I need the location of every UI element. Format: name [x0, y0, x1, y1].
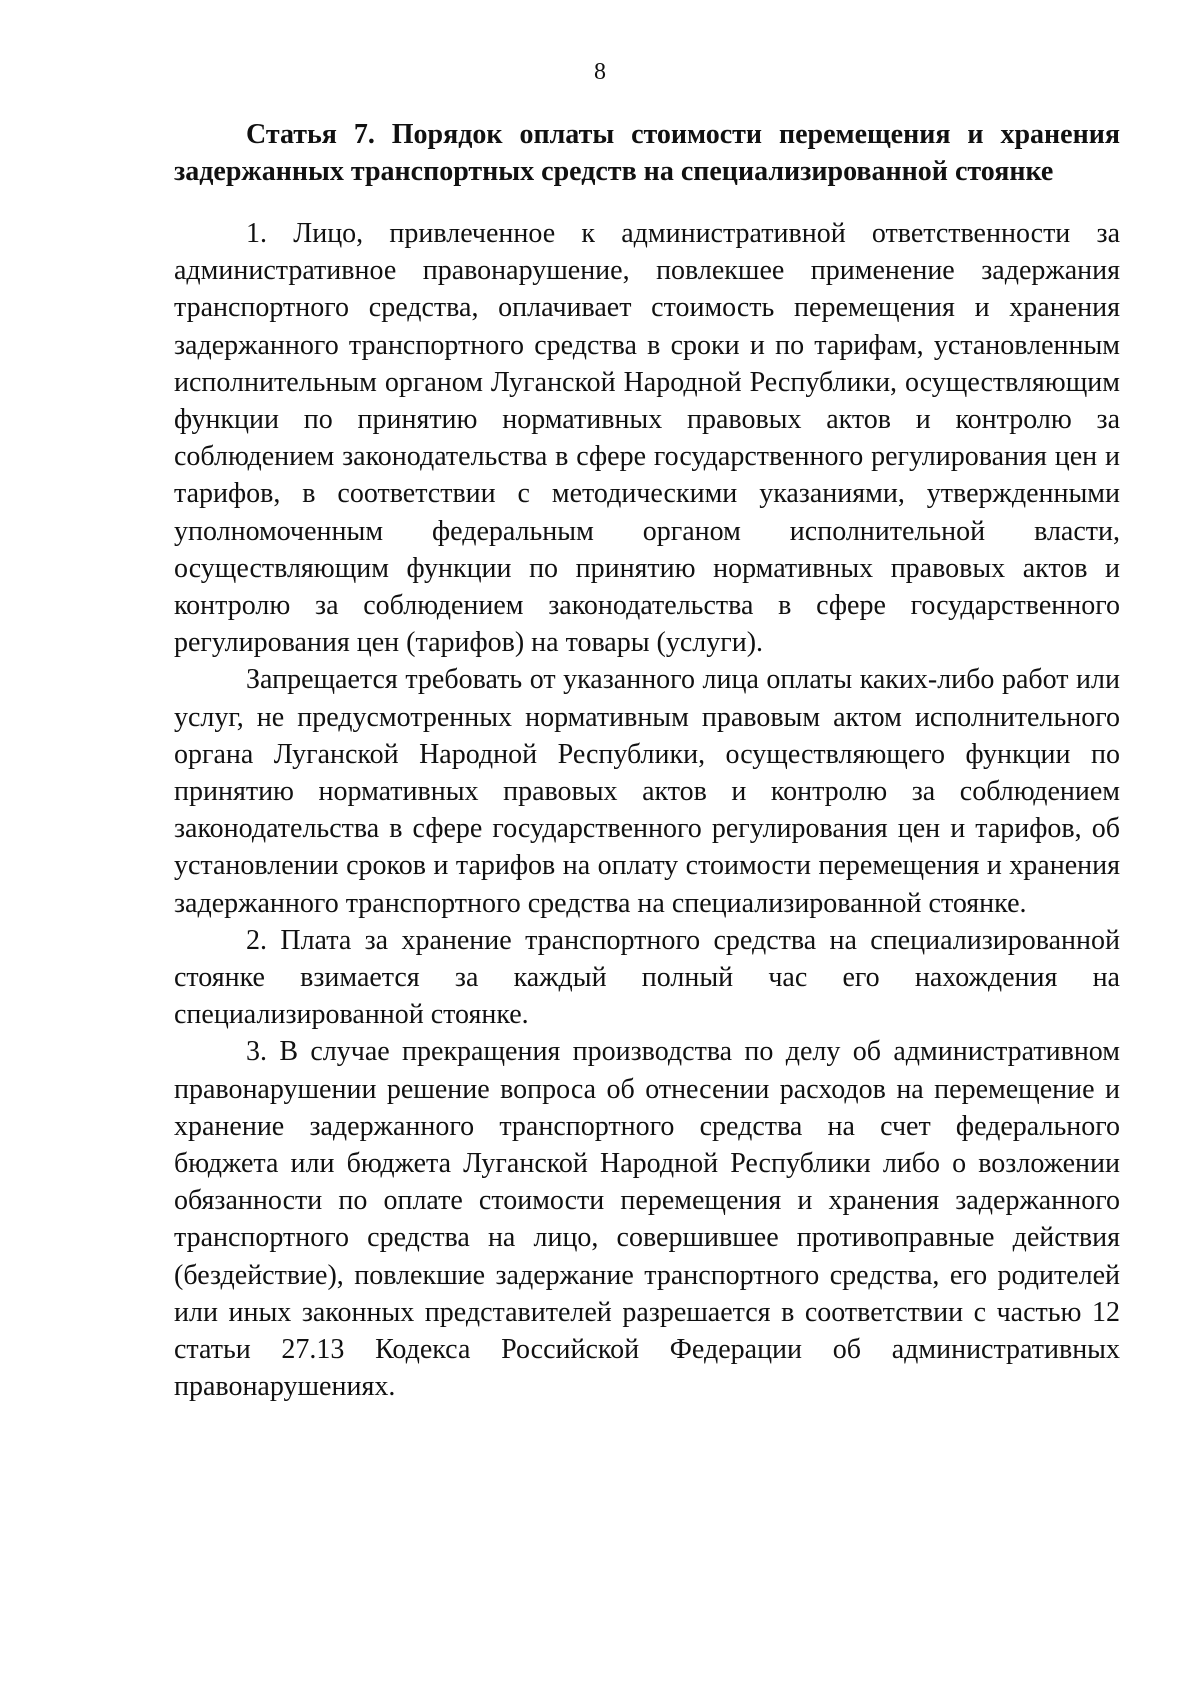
paragraph-2: 2. Плата за хранение транспортного средства на специализированной стоянке взимается за каждый полный час его нахождения на специализированной стоянке. — [174, 924, 1120, 1031]
article-body — [174, 116, 1120, 1406]
paragraph-1: 1. Лицо, привлеченное к административной ответственности за административное правонарушение, повлекшее применение задержания транспортного средства, оплачивает стоимость перемещения и хранения задержанного транспортного средства в сроки и по тарифам, установленным исполнительным органом Луганской Народной Республики, осуществляющим функции по принятию нормативных правовых актов и контролю за соблюдением законодательства в сфере государственного регулирования цен и тарифов, в соответствии с методическими указаниями, утвержденными уполномоченным федеральным органом исполнительной власти, осуществляющим функции по принятию нормативных правовых актов и контролю за соблюдением законодательства в сфере государственного регулирования цен (тарифов) на товары (услуги). — [174, 218, 1120, 659]
paragraph-1-continuation: Запрещается требовать от указанного лица оплаты каких-либо работ или услуг, не предусмотренных нормативным правовым актом исполнительного органа Луганской Народной Республики, осуществляющего функции по принятию нормативных правовых актов и контролю за соблюдением законодательства в сфере государственного регулирования цен и тарифов, об установлении сроков и тарифов на оплату стоимости перемещения и хранения задержанного транспортного средства на специализированной стоянке. — [174, 664, 1120, 919]
page-number: 8 — [594, 59, 606, 85]
article-title: Статья 7. Порядок оплаты стоимости перемещения и хранения задержанных транспортных средств на специализированной стоянке — [174, 119, 1120, 187]
paragraph-3: 3. В случае прекращения производства по делу об административном правонарушении решение вопроса об отнесении расходов на перемещение и хранение задержанного транспортного средства на счет федерального бюджета или бюджета Луганской Народной Республики либо о возложении обязанности по оплате стоимости перемещения и хранения задержанного транспортного средства на лицо, совершившее противоправные действия (бездействие), повлекшие задержание транспортного средства, его родителей или иных законных представителей разрешается в соответствии с частью 12 статьи 27.13 Кодекса Российской Федерации об административных правонарушениях. — [174, 1036, 1120, 1403]
